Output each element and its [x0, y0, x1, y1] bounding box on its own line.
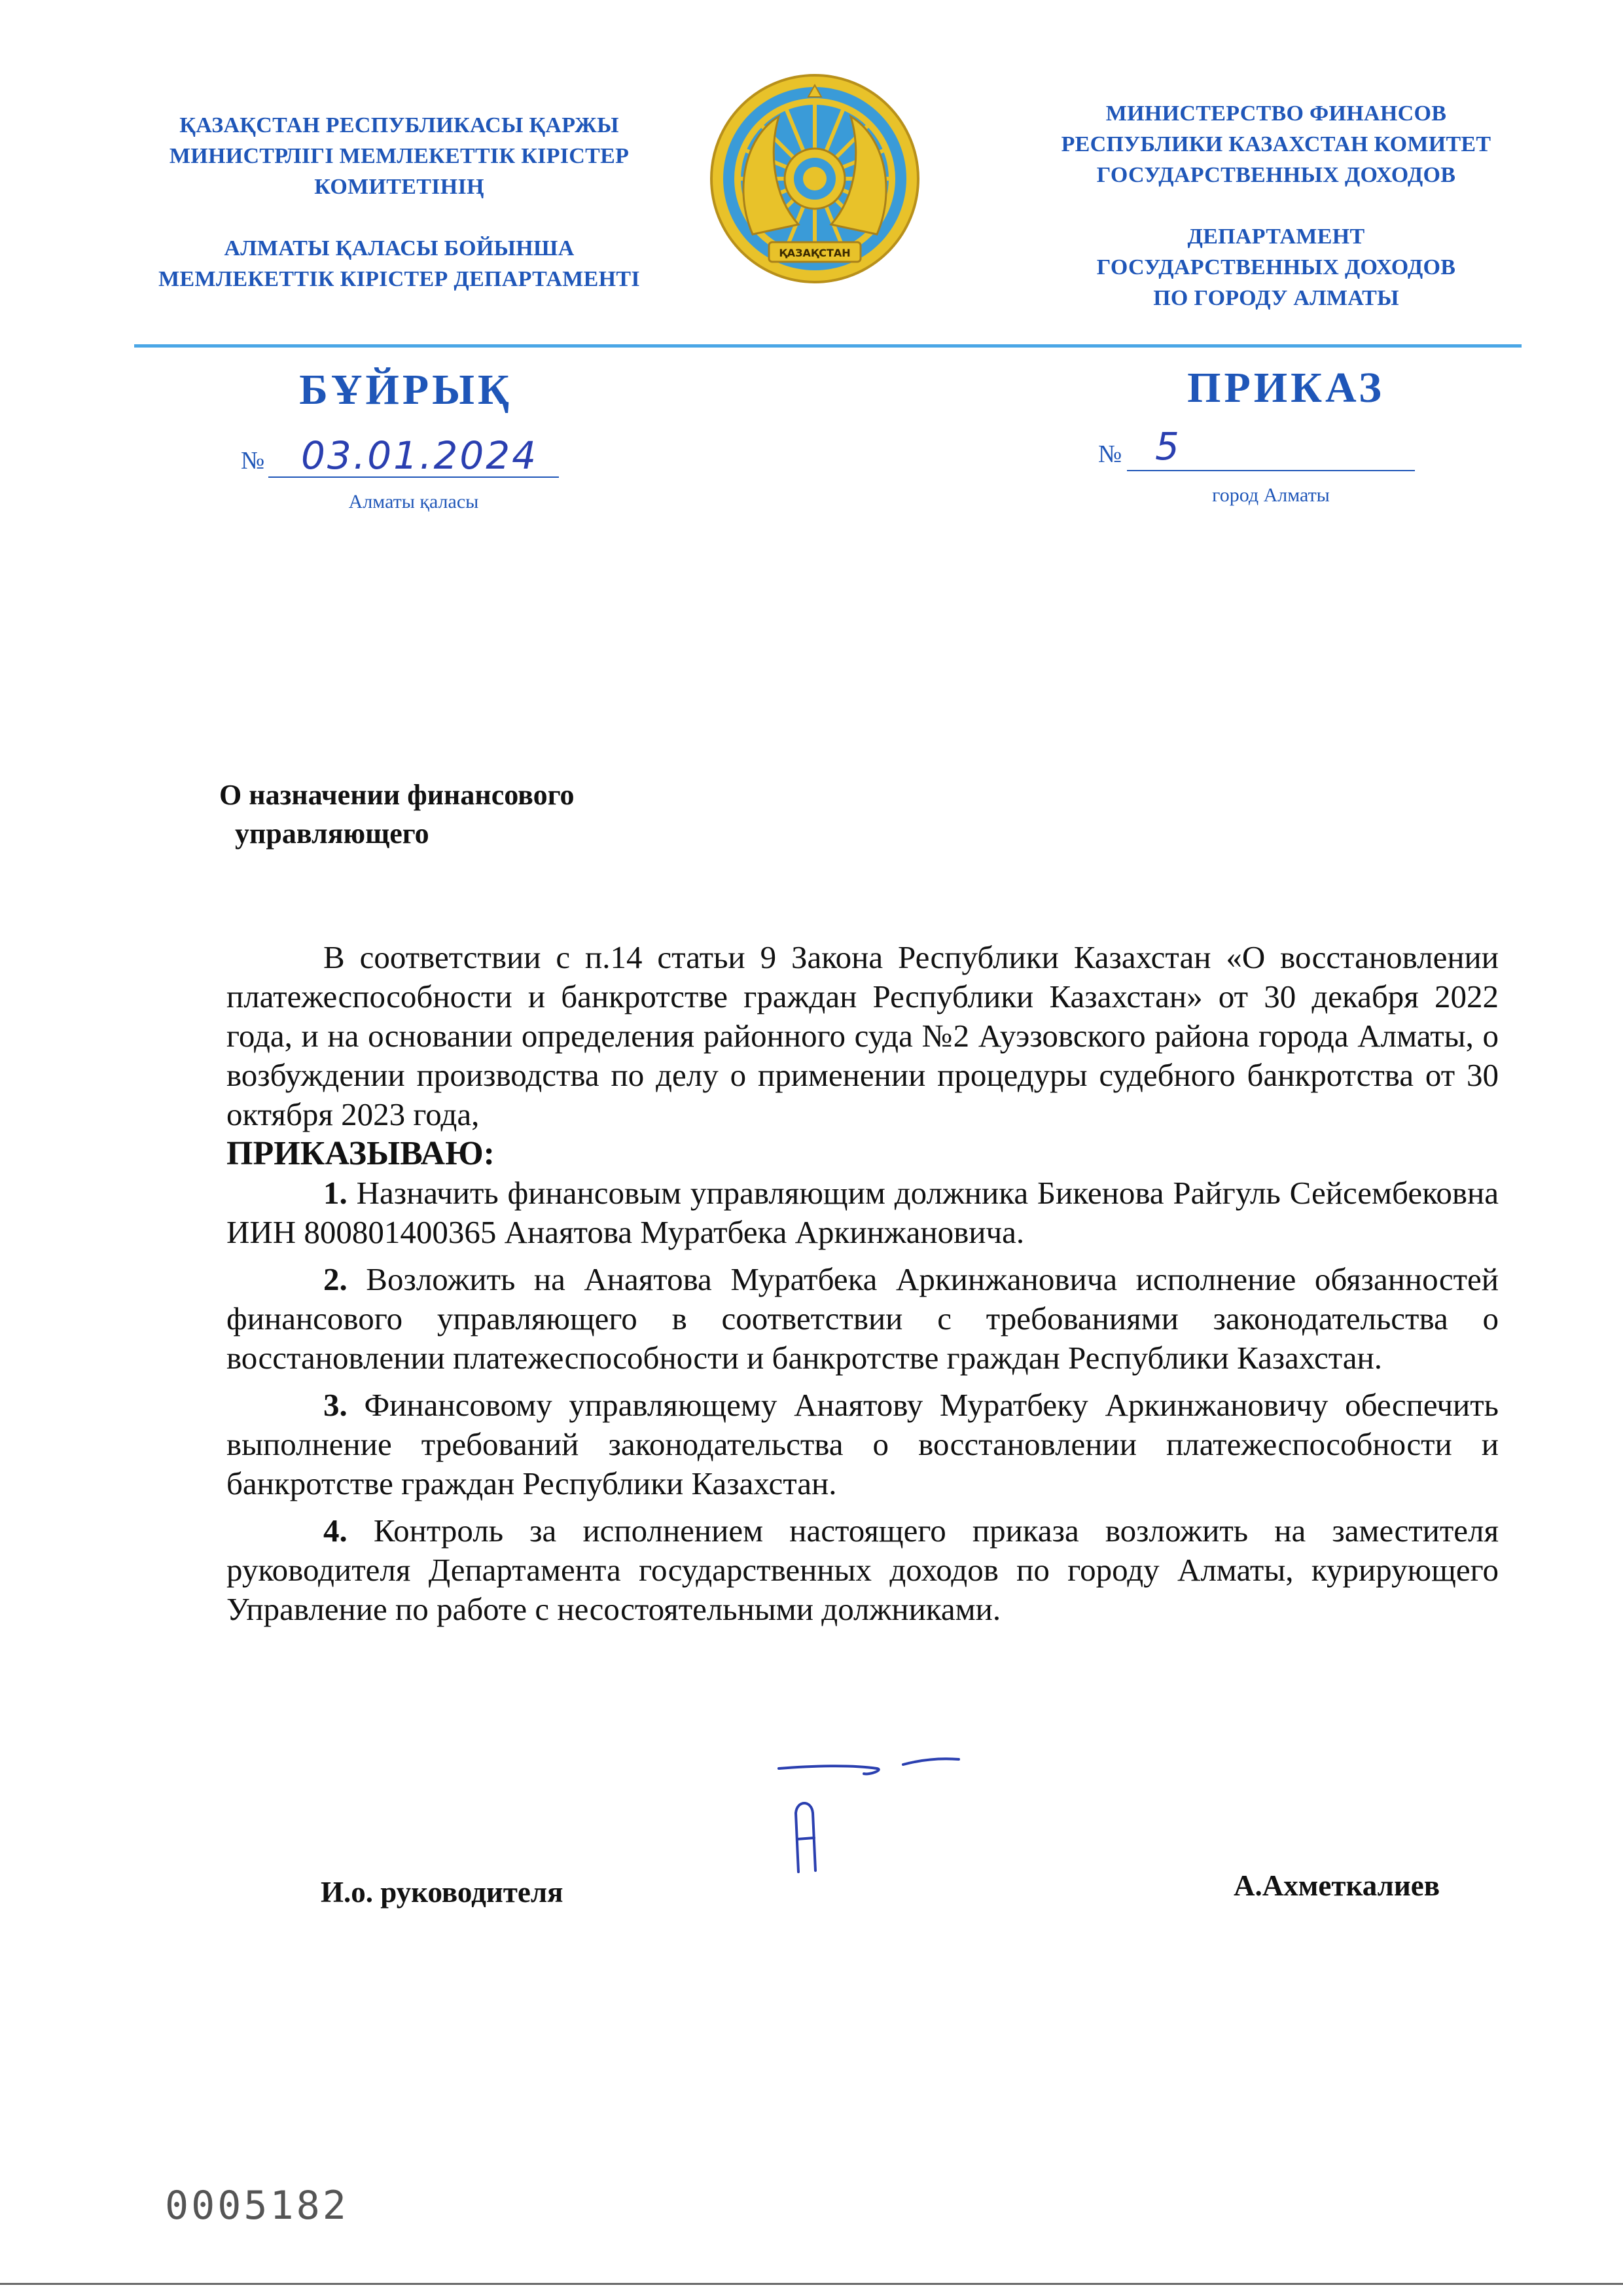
- signatory-title: И.о. руководителя: [321, 1876, 563, 1909]
- order-item: [226, 1260, 1499, 1378]
- handwritten-date: 03.01.2024: [301, 433, 539, 478]
- city-kazakh: Алматы қаласы: [348, 491, 479, 512]
- header-left-line: КОМИТЕТІНІҢ: [314, 175, 484, 199]
- number-underline: [1127, 470, 1415, 471]
- item-number: 4.: [323, 1513, 348, 1549]
- header-left-kazakh: [118, 110, 681, 295]
- handwritten-number: 5: [1155, 424, 1181, 469]
- header-divider: [134, 344, 1522, 348]
- order-body: [226, 938, 1499, 1629]
- item-number: 1.: [323, 1175, 348, 1211]
- item-text: Возложить на Анаятова Муратбека Аркинжановича исполнение обязанностей финансового управляющего в соответствии с требованиями законодательства о восстановлении платежеспособности и банкротстве граждан Республики Казахстан.: [226, 1261, 1499, 1376]
- city-russian: город Алматы: [1212, 484, 1330, 506]
- header-right-line: РЕСПУБЛИКИ КАЗАХСТАН КОМИТЕТ: [1061, 132, 1491, 156]
- header-left-line: АЛМАТЫ ҚАЛАСЫ БОЙЫНША: [224, 236, 575, 260]
- header-right-russian: [982, 98, 1571, 314]
- header-right-line: ГОСУДАРСТВЕННЫХ ДОХОДОВ: [1096, 163, 1456, 187]
- state-emblem: [707, 71, 923, 287]
- header-left-line: ҚАЗАҚСТАН РЕСПУБЛИКАСЫ ҚАРЖЫ: [179, 113, 619, 137]
- order-subject: [219, 776, 575, 853]
- header-right-line: ДЕПАРТАМЕНТ: [1187, 224, 1365, 249]
- header-right-line: ПО ГОРОДУ АЛМАТЫ: [1153, 286, 1399, 310]
- item-number: 3.: [323, 1387, 348, 1423]
- order-title-kazakh: БҰЙРЫҚ: [299, 366, 512, 414]
- header-left-line: МЕМЛЕКЕТТІК КІРІСТЕР ДЕПАРТАМЕНТІ: [158, 267, 640, 291]
- svg-text:ҚАЗАҚСТАН: ҚАЗАҚСТАН: [779, 247, 851, 259]
- signatory-name: А.Ахметкалиев: [1234, 1869, 1440, 1902]
- item-text: Контроль за исполнением настоящего приказа возложить на заместителя руководителя Департамента государственных доходов по городу Алматы, курирующего Управление по работе с несостоятельными должниками.: [226, 1513, 1499, 1627]
- handwritten-initials: [772, 1754, 982, 1885]
- header-left-line: МИНИСТРЛІГІ МЕМЛЕКЕТТІК КІРІСТЕР: [169, 144, 630, 168]
- subject-line: О назначении финансового: [219, 779, 575, 811]
- item-text: Назначить финансовым управляющим должника Бикенова Райгуль Сейсембековна ИИН 800801400365 Анаятова Муратбека Аркинжановича.: [226, 1175, 1499, 1250]
- subject-line: управляющего: [235, 817, 429, 850]
- header-right-line: ГОСУДАРСТВЕННЫХ ДОХОДОВ: [1096, 255, 1456, 279]
- order-title-russian: ПРИКАЗ: [1187, 364, 1385, 412]
- item-text: Финансовому управляющему Анаятову Муратбеку Аркинжановичу обеспечить выполнение требований законодательства о восстановлении платежеспособности и банкротстве граждан Республики Казахстан.: [226, 1387, 1499, 1501]
- form-serial-number: 0005182: [165, 2183, 349, 2229]
- order-item: [226, 1511, 1499, 1629]
- order-directive: ПРИКАЗЫВАЮ:: [226, 1135, 495, 1172]
- number-label-right: №: [1098, 440, 1122, 468]
- item-number: 2.: [323, 1261, 348, 1297]
- order-item: [226, 1174, 1499, 1252]
- header-right-line: МИНИСТЕРСТВО ФИНАНСОВ: [1105, 101, 1447, 126]
- preamble-paragraph: В соответствии с п.14 статьи 9 Закона Республики Казахстан «О восстановлении платежеспособности и банкротстве граждан Республики Казахстан» от 30 декабря 2022 года, и на основании определения районного суда №2 Ауэзовского района города Алматы, о возбуждении производства по делу о применении процедуры судебного банкротства от 30 октября 2023 года,: [226, 939, 1499, 1132]
- order-item: [226, 1386, 1499, 1503]
- page-edge: [0, 2283, 1623, 2285]
- number-label-left: №: [241, 447, 265, 475]
